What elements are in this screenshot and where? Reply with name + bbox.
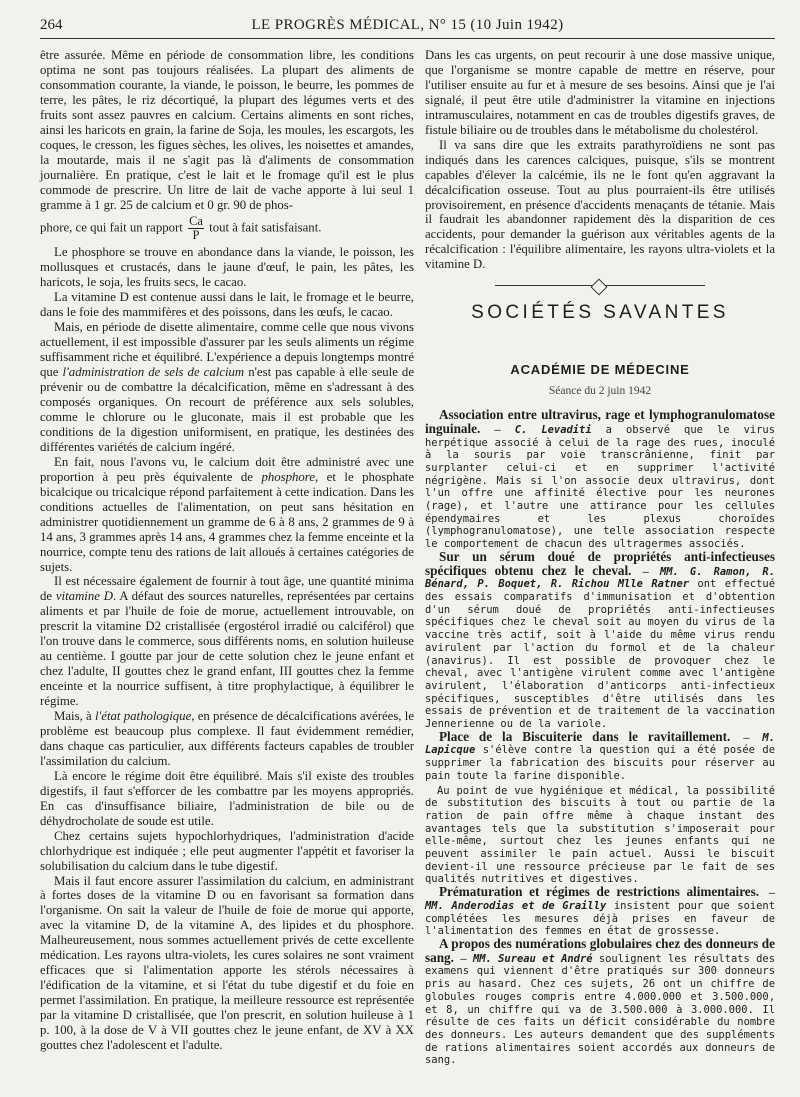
- italic-run: phosphore: [261, 469, 315, 484]
- entry-body: ont effectué des essais comparatifs d'immunisation et d'obtention d'un sérum doué de propriétés anti-infectieuses spécifiques chez le cheval soit au moyen du virus de la vaccine très actif, soit à l'aide du même virus rendu avirulent par l'action du formol et de la chaleur (anavirus). Il est possible de provoquer chez le cheval, avec l'antigène virulent comme avec l'antigène avirulent, l'élaboration d'anticorps anti-infectieux spécifiques, susceptibles d'être utilisés dans les essais de prévention et de traitement de la vaccination Jennerienne ou de la variole.: [425, 578, 775, 731]
- paragraph: [40, 455, 414, 575]
- entry-separator: —: [453, 952, 473, 965]
- section-divider-ornament: [495, 282, 705, 290]
- entry-separator: —: [730, 731, 763, 744]
- entry-separator: —: [759, 887, 776, 900]
- paragraph: La vitamine D est contenue aussi dans le lait, le fromage et le beurre, dans le foie des mammifères et des poissons, dans les œufs, le cacao.: [40, 290, 414, 320]
- italic-run: l'administration de sels de calcium: [62, 365, 245, 380]
- paragraph: Là encore le régime doit être équilibré. Mais s'il existe des troubles digestifs, il faut s'efforcer de les combattre par les moyens appropriés. En cas d'insuffisance biliaire, l'administration de bile ou de déhydrocholate de soude est utile.: [40, 768, 414, 828]
- report-entry-continuation: Au point de vue hygiénique et médical, la possibilité de substitution des biscuits à tout ou partie de la ration de pain offre même à chaque instant des avantages tels que la substitution s'imposerait pour elle-même, surtout chez les jeunes enfants qui ne peuvent assimiler le pain actuel. Aussi le biscuit devient-il une ressource précieuse par le fait de ses qualités nutritives et digestives.: [425, 784, 775, 886]
- text-run: Mais, en période de disette alimentaire, comme celle que nous vivons actuellement, il est impossible d'assurer par les seuls aliments un régime suffisamment riche et équilibré. L'expérience a depuis longtemps montré que: [40, 320, 414, 380]
- entry-title: Prématuration et régimes de restrictions alimentaires.: [439, 884, 760, 900]
- journal-title: LE PROGRÈS MÉDICAL, N° 15 (10 Juin 1942): [251, 17, 564, 33]
- session-date: Séance du 2 juin 1942: [548, 385, 652, 398]
- report-entry: [425, 935, 775, 1067]
- text-run: En fait, nous l'avons vu, le calcium doit être administré avec une proportion à peu près équivalente de: [40, 454, 414, 484]
- right-column: [425, 48, 775, 1067]
- entry-body: a observé que le virus herpétique associé à celui de la rage des rues, inoculé à la souris par voie transcrânienne, finit par surplanter celui-ci et en supprimer l'activité négrigène. Mais si l'on associe deux ultravirus, dont l'un offre une affinité élective pour les neurones (rage), et l'autre une attirance pour les cellules épendymaires et les plexus choroïdes (lymphogranulomatose), une telle association respecte le comportement de chacun des ultragermes associés.: [425, 423, 775, 551]
- ratio-denominator: P: [192, 228, 200, 243]
- italic-run: l'état pathologique: [94, 709, 192, 724]
- section-title: SOCIÉTÉS SAVANTES: [471, 302, 729, 324]
- entry-title: Place de la Biscuiterie dans le ravitaillement.: [439, 728, 731, 744]
- text-run: , et le phosphate bicalcique ou tricalcique répond parfaitement à cette indication. Dans les conditions actuelles de l'alimentation, on peut sans hésitation en administrer quotidiennement un gramme de 6 à 8 ans, 2 grammes de 9 à 14 ans, 3 grammes après 14 ans, 4 grammes chez la femme enceinte et la nourrice, compte tenu des rations de lait alloués à certaines catégories de sujets.: [40, 469, 414, 574]
- report-entry: [425, 886, 775, 938]
- entry-body: soulignent les résultats des examens qui viennent d'être pratiqués sur 300 donneurs pris au hasard. Chez ces sujets, 26 ont un chiffre de globules rouges compris entre 4.000.000 et 3.500.000, et 8, un chiffre qui va de 3.500.000 à 3.000.000. Il résulte de ces faits un déficit considérable du nombre des donneurs. Les auteurs demandent que des suppléments de rations alimentaires soient accordés aux donneurs de sang.: [425, 952, 775, 1067]
- entry-authors: C. Levaditi: [514, 423, 592, 436]
- entry-separator: —: [631, 565, 660, 578]
- entry-body: insistent pour que soient complétées les mesures déjà prises en faveur de l'alimentation des femmes en état de grossesse.: [425, 899, 775, 938]
- text-run: , en présence de décalcifications avérées, le problème est beaucoup plus complexe. Il faut évidemment remédier, dans chaque cas particulier, aux différents facteurs capables de troubler l'assimilation du calcium.: [40, 709, 414, 768]
- ca-p-ratio: [188, 215, 204, 242]
- entry-separator: —: [480, 423, 515, 436]
- text-run: Mais, à: [54, 709, 95, 724]
- report-entry: [425, 548, 775, 731]
- entry-title: Sur un sérum doué de propriétés anti-infectieuses spécifiques obtenu chez le cheval.: [425, 548, 775, 578]
- text-run: . A défaut des sources naturelles, représentées par certains aliments et par l'huile de foie de morue, actuellement introuvable, on prescrit la vitamine D2 cristallisée (ergostérol irradié ou calciférol) que l'on trouve dans le commerce, sous différents noms, en solution huileuse au centième. I goutte par jour de cette solution chez le jeune enfant et chez l'adulte, II gouttes chez le grand enfant, III gouttes chez la femme enceinte et la nourrice suffisent, à titre prophylactique, à équilibrer le régime.: [40, 589, 414, 709]
- report-entry: [425, 728, 775, 783]
- paragraph: être assurée. Même en période de consommation libre, les conditions optima ne sont pas toujours réalisées. La plupart des aliments de consommation courante, la viande, le poisson, le beurre, les pommes de terre, les pâtes, le riz décortiqué, la plupart des légumes verts et des fruits sont assez pauvres en calcium. Certains aliments en sont riches, ainsi les haricots en grain, la farine de Soja, les moules, les escargots, les coques, le cresson, les figues sèches, les olives, les noisettes et amandes, la moutarde, mais il ne s'agit pas là d'aliments de consommation journalière. En pratique, c'est le lait et le fromage qu'il est le plus commode de prescrire. Un litre de lait de vache apporte à lui seul 1 gramme à 1 gr. 25 de calcium et 0 gr. 90 de phos-: [40, 48, 414, 212]
- divider-diamond: [591, 279, 608, 296]
- entry-title: Association entre ultravirus, rage et lymphogranulomatose inguinale.: [425, 407, 775, 436]
- paragraph: Dans les cas urgents, on peut recourir à une dose massive unique, que l'organisme se montre capable de mettre en réserve, pour l'utiliser ensuite au fur et à mesure de ses besoins. Ainsi que je l'ai signalé, il peut être utile d'administrer la vitamine en injections intramusculaires, notamment en cas de troubles digestifs graves, de fistule biliaire ou de troubles dans le métabolisme du cholestérol.: [425, 48, 775, 137]
- paragraph: [40, 320, 414, 455]
- italic-run: vitamine D: [55, 589, 113, 604]
- ratio-text-before: phore, ce qui fait un rapport: [40, 220, 183, 235]
- left-column: [40, 48, 414, 1053]
- text-run: n'est pas capable à elle seule de prévenir ou de combattre la décalcification, même en s'adressant à des composés organiques. On recourt de préférence aux sels solubles, comme le chlorure ou le gluconate, mais il est probable que les conditions de la digestion uniformisent, en pratique, les destinées des différentes variétés de calcium ingéré.: [40, 365, 414, 454]
- text-run: Il est nécessaire également de fournir à tout âge, une quantité minima de: [40, 574, 414, 604]
- report-entry: [425, 409, 775, 551]
- paragraph: [40, 709, 414, 769]
- entry-body: s'élève contre la question qui a été posée de supprimer la fabrication des biscuits pour réserver au pain toute la farine disponible.: [425, 744, 775, 782]
- entry-title: A propos des numérations globulaires chez des donneurs de sang.: [425, 935, 775, 965]
- entry-authors: MM. G. Ramon, R. Bénard, P. Boquet, R. Richou Mlle Ratner: [425, 565, 775, 591]
- entry-authors: MM. Anderodias et de Grailly: [425, 899, 607, 912]
- academy-heading: ACADÉMIE DE MÉDECINE: [510, 362, 690, 378]
- ratio-text-after: tout à fait satisfaisant.: [209, 220, 322, 235]
- page-number: 264: [40, 17, 63, 33]
- paragraph-ratio: [40, 215, 414, 242]
- entry-authors: M. Lapicque: [425, 731, 775, 757]
- paragraph: Le phosphore se trouve en abondance dans la viande, le poisson, les mollusques et crustacés, dans le jaune d'œuf, le pain, les pâtes, les haricots, le soja, les fruits secs, le cacao.: [40, 245, 414, 290]
- paragraph: [40, 574, 414, 709]
- entry-authors: MM. Sureau et André: [472, 952, 593, 965]
- page-header: [40, 14, 775, 39]
- paragraph: Chez certains sujets hypochlorhydriques, l'administration d'acide chlorhydrique est indiquée ; elle peut augmenter l'appétit et favoriser la solubilisation du calcium dans le tube digestif.: [40, 828, 414, 873]
- ratio-numerator: Ca: [189, 214, 203, 229]
- paragraph: Il va sans dire que les extraits parathyroïdiens ne sont pas indiqués dans les carences calciques, puisque, s'ils se montrent capables d'élever la calcémie, ils ne le font qu'en aggravant la décalcification osseuse. Tout au plus pourraient-ils être utilisés provisoirement, en présence d'accidents menaçants de tétanie. Mais il faudrait les abandonner rapidement dès la disparition de ces accidents, pour demander la guérison aux véritables agents de la récalcification : l'équilibre alimentaire, les rayons ultra-violets et la vitamine D.: [425, 137, 775, 272]
- paragraph: Mais il faut encore assurer l'assimilation du calcium, en administrant à fortes doses de la vitamine D ou en favorisant sa formation dans l'organisme. On sait la valeur de l'huile de foie de morue qui apporte, avec la vitamine D, de la vitamine A, des lipides et du phosphore. Malheureusement, nous sommes actuellement privés de cette excellente médication. Les rayons ultra-violets, les cures solaires ne sont vraiment efficaces que si l'alimentation apporte les stérols nécessaires à l'édification de la vitamine, et si l'état du tube digestif et du foie en permet l'assimilation. En pratique, la meilleure ressource est représentée par la vitamine D cristallisée, que l'on prescrit, en solution huileuse à 1 p. 100, à la dose de V à VII gouttes chez le jeune enfant, de XV à XX gouttes chez l'adolescent et l'adulte.: [40, 873, 414, 1052]
